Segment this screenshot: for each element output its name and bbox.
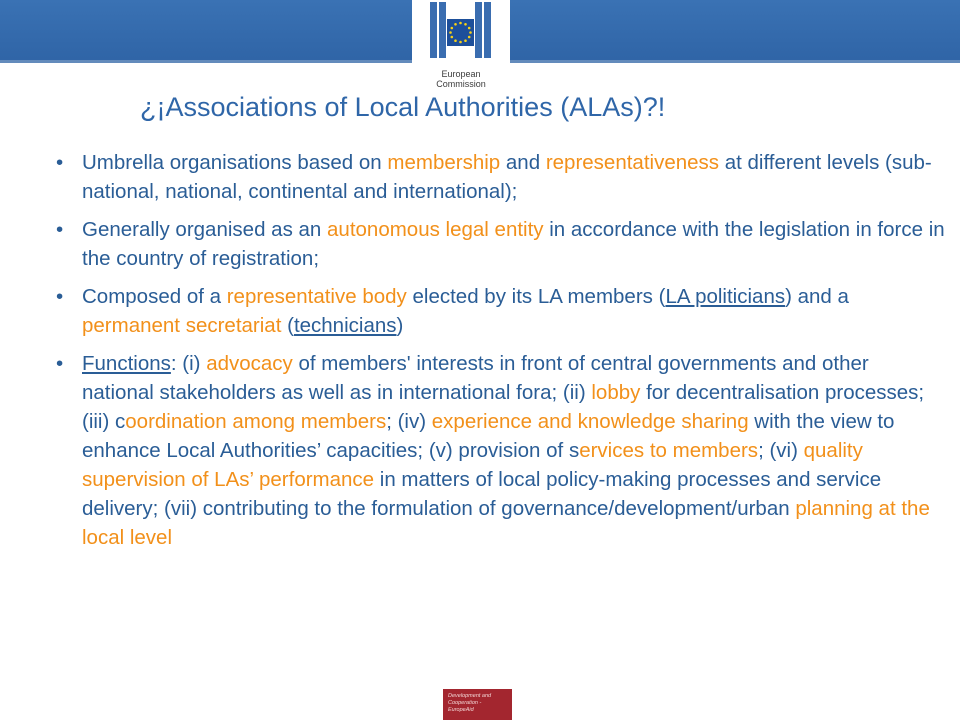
highlight-representative-body: representative body <box>226 285 407 308</box>
highlight-quality-supervision: quality supervision of LAs’ performance <box>82 439 863 491</box>
underlined-functions: Functions <box>82 352 171 375</box>
bullet-text: with the view to enhance Local Authorities’ capacities; (v) provision of s <box>82 410 895 462</box>
european-commission-logo <box>412 0 510 96</box>
bullet-text: for decentralisation processes; (iii) c <box>82 381 925 433</box>
bullet-membership <box>56 148 946 206</box>
bullet-text: ) and a <box>785 285 849 308</box>
logo-caption-commission: Commission <box>436 79 486 89</box>
badge-line-3: EuropeAid <box>448 707 474 713</box>
bullet-text: ) <box>396 314 404 337</box>
bullet-legal-entity <box>56 215 946 273</box>
europeaid-badge <box>443 689 512 720</box>
bullet-text: Generally organised as an <box>82 218 328 241</box>
bullet-text: Umbrella organisations based on <box>82 151 388 174</box>
bullet-text: of members' interests in front of central governments and other national stakeholders as well as in international fora; (ii) <box>82 352 869 404</box>
highlight-representativeness: representativeness <box>545 151 720 174</box>
bullet-text: elected by its LA members ( <box>406 285 666 308</box>
underlined-la-politicians: LA politicians <box>665 285 786 308</box>
bullet-text: and <box>500 151 546 174</box>
bullet-text: at different levels (sub-national, national, continental and international); <box>82 151 932 203</box>
bullet-text: ; (iv) <box>386 410 432 433</box>
bullet-text: : (i) <box>170 352 207 375</box>
badge-line-2: Cooperation - <box>448 700 482 706</box>
underlined-technicians: technicians <box>293 314 397 337</box>
bullet-text: in matters of local policy-making processes and service delivery; (vii) contributing to the formulation of governance/development/urban <box>82 468 882 520</box>
highlight-knowledge-sharing: experience and knowledge sharing <box>431 410 749 433</box>
highlight-permanent-secretariat: permanent secretariat <box>82 314 282 337</box>
bullet-text: ( <box>281 314 294 337</box>
bullet-text: in accordance with the legislation in force in the country of registration; <box>82 218 945 270</box>
bullet-list <box>56 148 946 561</box>
highlight-membership: membership <box>387 151 501 174</box>
badge-line-1: Development and <box>448 693 492 699</box>
slide-title: ¿¡Associations of Local Authorities (ALAs)?! <box>140 92 666 122</box>
bullet-functions <box>56 349 946 552</box>
highlight-planning: planning at the local level <box>82 497 930 549</box>
bullet-text: ; (vi) <box>758 439 804 462</box>
logo-caption-european: European <box>441 69 481 79</box>
berlaymont-building-icon <box>428 0 494 60</box>
highlight-coordination: oordination among members <box>125 410 387 433</box>
bullet-composition <box>56 282 946 340</box>
highlight-autonomous-legal-entity: autonomous legal entity <box>327 218 544 241</box>
highlight-advocacy: advocacy <box>206 352 293 375</box>
bullet-text: Composed of a <box>82 285 227 308</box>
highlight-lobby: lobby <box>591 381 641 404</box>
highlight-services: ervices to members <box>579 439 759 462</box>
